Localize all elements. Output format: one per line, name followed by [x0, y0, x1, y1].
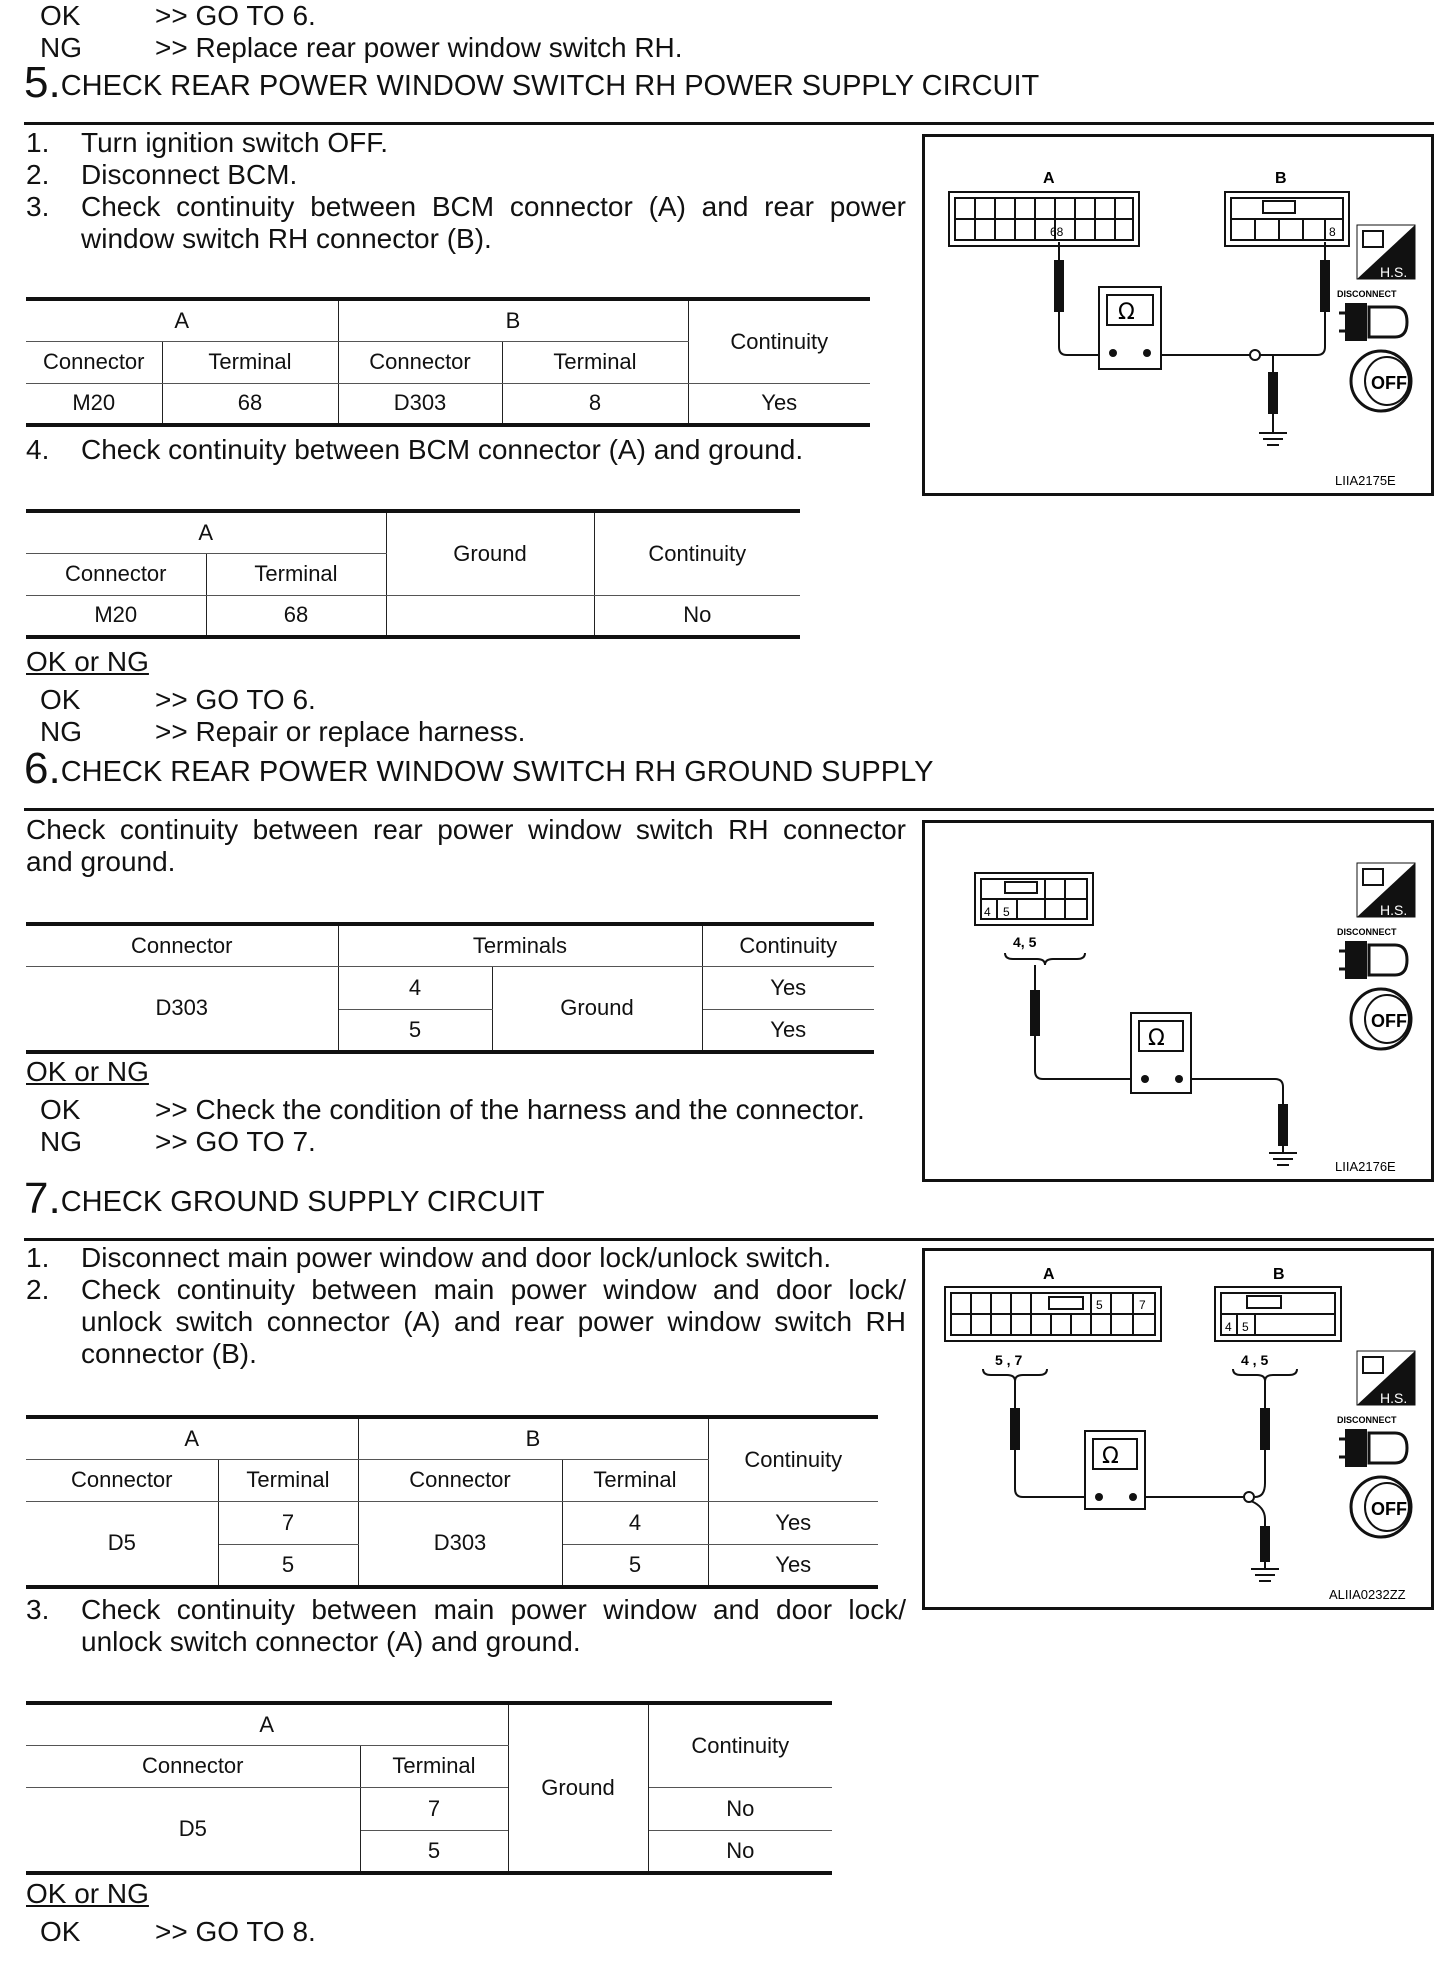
off-label: OFF [1371, 1011, 1407, 1031]
ok-row [40, 684, 840, 716]
section-7-step-3 [26, 1594, 906, 1658]
hs-label: H.S. [1380, 1390, 1408, 1406]
cell: M20 [26, 383, 162, 425]
step-text: Check continuity between BCM connector (A) and rear power window switch RH connector (B). [81, 191, 906, 254]
header-continuity: Continuity [708, 1417, 878, 1501]
header-continuity: Continuity [648, 1703, 832, 1787]
cell: D303 [26, 966, 338, 1052]
ng-action: >> Repair or replace harness. [155, 716, 526, 747]
ok-or-ng-title: OK or NG [26, 646, 149, 677]
connector-b-label: B [1275, 170, 1287, 187]
ng-action: >> Replace rear power window switch RH. [155, 32, 683, 63]
ok-label: OK [40, 1094, 81, 1125]
header-connector: Connector [26, 924, 338, 966]
section-title: CHECK REAR POWER WINDOW SWITCH RH POWER SUPPLY CIRCUIT [60, 70, 1040, 102]
step-number: 1. [26, 127, 50, 158]
step-text: Check continuity between main power window and door lock/ unlock switch connector (A) and ground. [81, 1594, 906, 1657]
continuity-table-5a [26, 297, 870, 427]
ng-label: NG [40, 1126, 82, 1157]
ok-action: >> GO TO 6. [155, 0, 316, 31]
disconnect-label: DISCONNECT [1337, 927, 1397, 937]
cell: 68 [206, 595, 386, 637]
probe-a-label: 5 , 7 [995, 1352, 1023, 1368]
ng-row [40, 716, 840, 748]
step-number: 4. [26, 434, 50, 465]
cell: Ground [492, 966, 702, 1052]
step-text: Check continuity between main power window and door lock/ unlock switch connector (A) and rear power window switch RH connector (B). [81, 1274, 906, 1369]
ok-label: OK [40, 1916, 81, 1947]
header-b: B [358, 1417, 708, 1459]
header-ground: Ground [386, 511, 594, 595]
connector-a [949, 192, 1139, 246]
connector-d303 [975, 873, 1093, 925]
ok-or-ng-title: OK or NG [26, 1878, 149, 1909]
ok-action: >> GO TO 8. [155, 1916, 316, 1947]
header-a: A [26, 299, 338, 341]
table-row [26, 966, 874, 1009]
header-terminal: Terminal [562, 1459, 708, 1501]
section-title: CHECK GROUND SUPPLY CIRCUIT [60, 1186, 545, 1218]
connector-b [1215, 1287, 1341, 1341]
cell: No [594, 595, 800, 637]
cell: 5 [562, 1544, 708, 1587]
section-title: CHECK REAR POWER WINDOW SWITCH RH GROUND SUPPLY [60, 756, 934, 788]
connector-a [945, 1287, 1161, 1341]
cell: No [648, 1830, 832, 1873]
step [26, 127, 906, 159]
cell: 5 [218, 1544, 358, 1587]
disconnect-icon [1339, 303, 1407, 341]
cell: 4 [338, 966, 492, 1009]
ohm-symbol: Ω [1102, 1444, 1119, 1469]
step-number: 3. [26, 1594, 50, 1625]
connector-a-label: A [1043, 170, 1055, 187]
ohm-symbol: Ω [1148, 1026, 1165, 1051]
cell [386, 595, 594, 637]
disconnect-icon [1339, 1429, 1407, 1467]
step [26, 1242, 906, 1274]
terminal-5-label: 5 [1003, 905, 1010, 919]
ng-action: >> GO TO 7. [155, 1126, 316, 1157]
continuity-table-7b [26, 1701, 832, 1875]
header-continuity: Continuity [702, 924, 874, 966]
ng-label: NG [40, 716, 82, 747]
ohmmeter-icon [1085, 1431, 1145, 1509]
ohmmeter-icon [1131, 1013, 1191, 1093]
step-text: Disconnect BCM. [81, 159, 298, 190]
section-rule [24, 808, 1434, 811]
cell: 7 [218, 1501, 358, 1544]
ng-label: NG [40, 32, 82, 63]
terminal-4-label: 4 [1225, 1320, 1232, 1334]
step [26, 159, 906, 191]
section-6-heading [24, 744, 934, 793]
cell: D303 [338, 383, 502, 425]
ohm-symbol: Ω [1118, 300, 1135, 325]
header-ground: Ground [508, 1703, 648, 1873]
step [26, 434, 906, 466]
header-terminal: Terminal [502, 341, 688, 383]
table-row [26, 1787, 832, 1830]
ok-label: OK [40, 684, 81, 715]
table-row [26, 1501, 878, 1544]
top-ng-row [40, 32, 840, 64]
header-connector: Connector [26, 341, 162, 383]
connector-b-label: B [1273, 1266, 1285, 1283]
cell: D5 [26, 1787, 360, 1873]
section-7-steps [26, 1242, 906, 1370]
ok-row [40, 1916, 840, 1948]
off-label: OFF [1371, 373, 1407, 393]
continuity-table-6 [26, 922, 874, 1054]
probe-b-label: 4 , 5 [1241, 1352, 1269, 1368]
section-number: 7. [24, 1174, 61, 1223]
step-text: Turn ignition switch OFF. [81, 127, 389, 158]
section-number: 5. [24, 58, 61, 107]
cell: M20 [26, 595, 206, 637]
cell: D5 [26, 1501, 218, 1587]
wiring-figure-6 [922, 820, 1434, 1182]
probe-wires [1055, 242, 1329, 445]
wiring-figure-7 [922, 1248, 1434, 1610]
disconnect-label: DISCONNECT [1337, 289, 1397, 299]
cell: Yes [708, 1544, 878, 1587]
section-5-steps [26, 127, 906, 255]
ok-row [40, 1094, 920, 1126]
header-a: A [26, 511, 386, 553]
header-continuity: Continuity [594, 511, 800, 595]
cell: 5 [360, 1830, 508, 1873]
ng-row [40, 1126, 840, 1158]
step-number: 2. [26, 1274, 50, 1305]
terminal-8-label: 8 [1329, 225, 1336, 239]
table-row [26, 383, 870, 425]
header-a: A [26, 1417, 358, 1459]
disconnect-icon [1339, 941, 1407, 979]
ok-action: >> Check the condition of the harness and the connector. [155, 1094, 865, 1125]
terminal-7-label: 7 [1139, 1298, 1146, 1312]
cell: Yes [708, 1501, 878, 1544]
section-rule [24, 122, 1434, 125]
top-ok-row [40, 0, 840, 32]
terminal-4-label: 4 [984, 905, 991, 919]
ok-action: >> GO TO 6. [155, 684, 316, 715]
header-connector: Connector [26, 1745, 360, 1787]
terminal-5-label: 5 [1242, 1320, 1249, 1334]
header-connector: Connector [338, 341, 502, 383]
step-text: Disconnect main power window and door lock/unlock switch. [81, 1242, 832, 1273]
continuity-table-7a [26, 1415, 878, 1589]
header-connector: Connector [358, 1459, 562, 1501]
table-row [26, 595, 800, 637]
step [26, 191, 906, 255]
step [26, 1594, 906, 1658]
hs-label: H.S. [1380, 264, 1408, 280]
cell: 7 [360, 1787, 508, 1830]
terminal-68-label: 68 [1050, 225, 1064, 239]
section-number: 6. [24, 744, 61, 793]
header-connector: Connector [26, 1459, 218, 1501]
cell: 68 [162, 383, 338, 425]
figure-code: LIIA2176E [1335, 1159, 1396, 1174]
figure-code: ALIIA0232ZZ [1329, 1587, 1406, 1602]
header-b: B [338, 299, 688, 341]
header-connector: Connector [26, 553, 206, 595]
cell: 5 [338, 1009, 492, 1052]
section-7-heading [24, 1174, 545, 1223]
cell: Yes [702, 966, 874, 1009]
figure-code: LIIA2175E [1335, 473, 1396, 488]
wiring-diagram [925, 137, 1431, 493]
cell: 4 [562, 1501, 708, 1544]
wiring-diagram [925, 1251, 1431, 1607]
cell: Yes [702, 1009, 874, 1052]
header-terminals: Terminals [338, 924, 702, 966]
disconnect-label: DISCONNECT [1337, 1415, 1397, 1425]
step-number: 3. [26, 191, 50, 222]
header-continuity: Continuity [688, 299, 870, 383]
header-terminal: Terminal [206, 553, 386, 595]
cell: D303 [358, 1501, 562, 1587]
probe-label: 4, 5 [1013, 934, 1037, 950]
step-text: Check continuity between BCM connector (A) and ground. [81, 434, 804, 465]
off-label: OFF [1371, 1499, 1407, 1519]
section-5-heading [24, 58, 1040, 107]
continuity-table-5b [26, 509, 800, 639]
section-6-instruction: Check continuity between rear power window switch RH connector and ground. [26, 814, 906, 877]
cell: 8 [502, 383, 688, 425]
wiring-figure-5 [922, 134, 1434, 496]
connector-a-label: A [1043, 1266, 1055, 1283]
header-a: A [26, 1703, 508, 1745]
wiring-diagram [925, 823, 1431, 1179]
ok-label: OK [40, 0, 81, 31]
hs-label: H.S. [1380, 902, 1408, 918]
step-number: 1. [26, 1242, 50, 1273]
header-terminal: Terminal [162, 341, 338, 383]
cell: Yes [688, 383, 870, 425]
section-5-step-4 [26, 434, 906, 466]
step-number: 2. [26, 159, 50, 190]
step [26, 1274, 906, 1370]
terminal-5-label: 5 [1096, 1298, 1103, 1312]
cell: No [648, 1787, 832, 1830]
header-terminal: Terminal [218, 1459, 358, 1501]
header-terminal: Terminal [360, 1745, 508, 1787]
section-rule [24, 1238, 1434, 1241]
ok-or-ng-title: OK or NG [26, 1056, 149, 1087]
